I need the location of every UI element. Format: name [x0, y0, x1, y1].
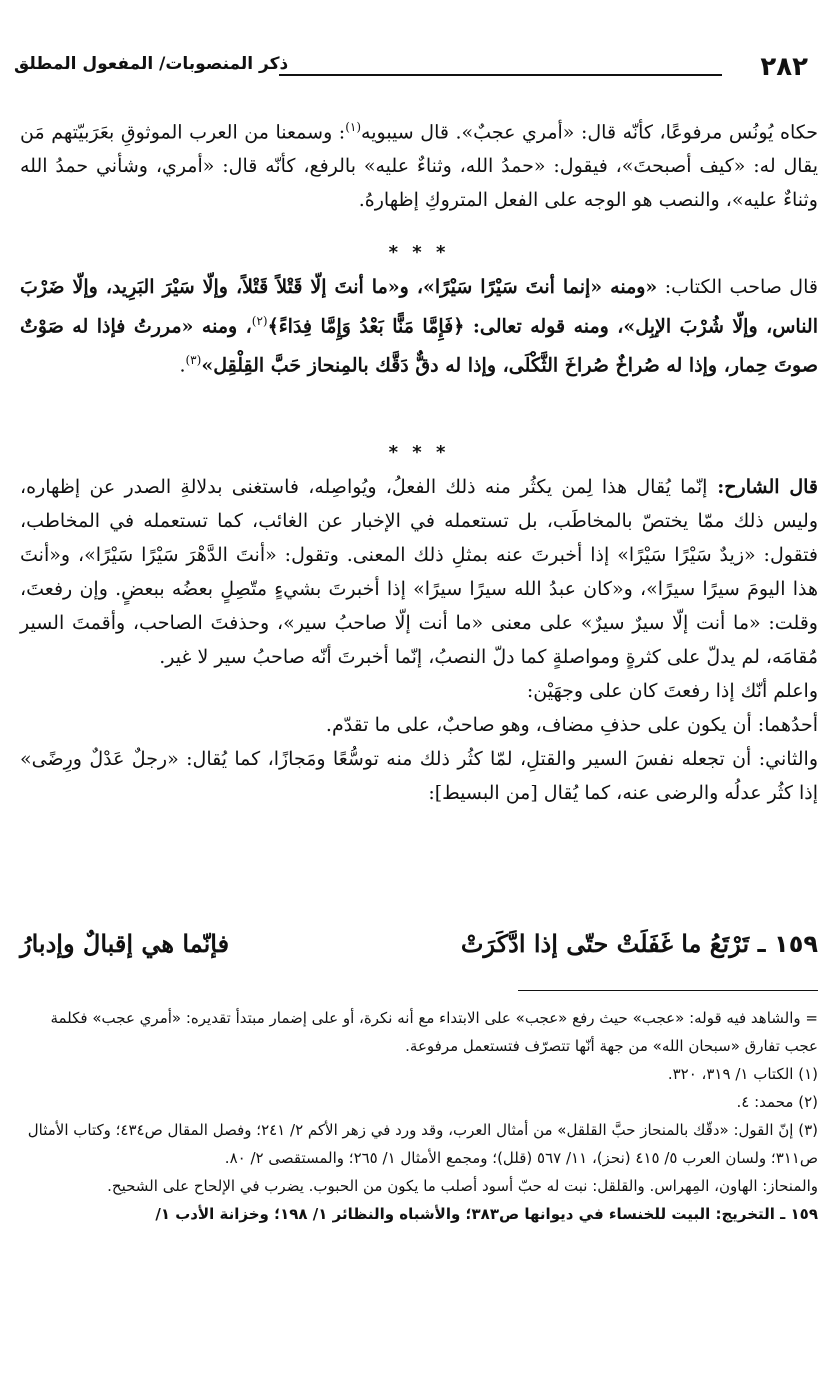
footnotes [20, 1004, 818, 1228]
verse-number: ١٥٩ ـ [757, 929, 818, 958]
commentator-label: قال الشارح: [707, 476, 818, 498]
footnote-2: (٢) محمد: ٤. [736, 1093, 818, 1111]
para2-intro: قال صاحب الكتاب: [657, 276, 818, 298]
para3-line-3: أحدُهما: أن يكون على حذفِ مضاف، وهو صاحبٌ، على ما تقدّم. [325, 714, 818, 736]
footnote-continuation: = والشاهد فيه قوله: «عجب» حيث رفع «عجب» على الابتداء مع أنه نكرة، أو على إضمار مبتدأ تقديره: «أمري عجب» فكلمة عجب تفارق «سبحان الله» من جهة أنّها تتصرّف فتستعمل مرفوعة. [50, 1009, 818, 1055]
section-separator-2: * * * [388, 442, 450, 463]
verse-hemistich-1: تَرْتَعُ ما غَفَلَتْ حتّى إذا ادَّكَرَتْ [460, 928, 750, 958]
verse-first-half [461, 929, 818, 958]
running-title: ذكر المنصوبات/ المفعول المطلق [14, 54, 289, 74]
para1-text-2: : وسمعنا من العرب الموثوقِ بعَرَبيّتهم مَن يقال له: «كيف أصبحتَ»، فيقول: «حمدُ الله، وثناءٌ عليه» بالرفع، كأنّه قال: «أمري، وشأني حمدُ الله وثناءٌ عليه»، والنصب هو الوجه على الفعل المتروكِ إظهارهُ. [20, 121, 818, 212]
para2-bold: «ومنه «إنما أنتَ سَيْرًا سَيْرًا»، و«ما أنتَ إلّا قَتْلاً قَتْلاً، وإلّا سَيْرَ البَرِيد، وإلّا ضَرْبَ الناس، وإلّا شُرْبَ الإبِل»، ومنه قوله تعالى: ﴿فَإِمَّا مَنًّا بَعْدُ وَإِمَّا فِدَاءً﴾ [20, 276, 819, 338]
footnote-1: (١) الكتاب ١/ ٣١٩، ٣٢٠. [667, 1065, 818, 1083]
section-separator-1: * * * [388, 242, 450, 263]
paragraph-1 [20, 110, 818, 217]
footnote-3-gloss: والمنحاز: الهاون، المِهراس. والقلقل: نبت له حبّ أسود أصلب ما يكون من الحبوب. يضرب في الإلحاح على الشحيح. [107, 1177, 818, 1195]
para3-line-2: واعلم أنّك إذا رفعتَ كان على وجهَيْن: [526, 680, 818, 702]
page-number: ٢٨٢ [760, 52, 808, 82]
paragraph-2 [20, 270, 818, 383]
para2-end: . [179, 354, 186, 377]
footnote-3: (٣) إنّ القول: «دقّك بالمنحاز حبَّ القلقل» من أمثال العرب، وقد ورد في زهر الأكم ٢/ ٢٤١؛ وفصل المقال ص٤٣٤؛ وكتاب الأمثال ص٣١١؛ ولسان العرب ٥/ ٤١٥ (نحز)، ١١/ ٥٦٧ (قلل)؛ ومجمع الأمثال ١/ ٢٦٥؛ والمستقصى ٢/ ٨٠. [27, 1121, 818, 1167]
para3-text: إنّما يُقال هذا لِمن يكثُر منه ذلك الفعلُ، ويُواصِله، فاستغنى بدلالةِ الصدر عن إظهاره، وليس ذلك ممّا يختصّ بالمخاطَب، بل تستعمله في الإخبار عن الغائب، كما تستعمله في المخاطب، فتقول: «زيدٌ سَيْرًا سَيْرًا» إذا أخبرتَ عنه بمثلِ ذلك المعنى. وتقول: «أنتَ الدَّهْرَ سَيْرًا سَيْرًا»، و«أنتَ هذا اليومَ سيرًا سيرًا»، و«كان عبدُ الله سيرًا سيرًا» إذا أخبرتَ بشيءٍ متّصِلٍ بعضُه ببعضٍ. وإن رفعتَ، وقلت: «ما أنت إلّا سيرٌ سيرٌ» على معنى «ما أنت إلّا صاحبُ سير»، وحذفتَ الصاحب، وأقمتَ السير مُقامَه، لم يدلّ على كثرةٍ ومواصلةٍ كما دلّ النصبُ، إنّما أخبرتَ أنّه صاحبُ سير لا غير. [20, 476, 818, 668]
footnote-rule [518, 990, 818, 991]
para1-text: حكاه يُونُس مرفوعًا، كأنّه قال: «أمري عجبٌ». قال سيبويه [361, 121, 818, 144]
footnote-ref-2: (٢) [251, 314, 268, 328]
header-rule [279, 74, 722, 76]
footnote-ref-1: (١) [345, 120, 362, 134]
paragraph-3 [20, 470, 818, 810]
footnote-ref-3: (٣) [185, 353, 202, 368]
poetry-verse [20, 918, 818, 968]
page-header [14, 44, 808, 90]
para2-bold-2: ، ومنه «مررتُ فإذا له صَوْتٌ صوتَ حِمار، وإذا له صُراخٌ صُراخَ الثَّكْلَى، وإذا له دقٌّ دَقَّك بالمِنحاز حَبَّ القِلْقِل» [20, 315, 818, 377]
footnote-takhrij: ١٥٩ ـ التخريج: البيت للخنساء في ديوانها ص٣٨٣؛ والأشباه والنظائر ١/ ١٩٨؛ وخزانة الأدب ١/ [155, 1205, 818, 1223]
para3-line-4: والثاني: أن تجعله نفسَ السير والقتلِ، لمّا كثُر ذلك منه توسُّعًا ومَجازًا، كما يُقال: «رجلٌ عَدْلٌ ورِضًى» إذا كثُر عدلُه والرضى عنه، كما يُقال [من البسيط]: [20, 748, 818, 804]
verse-hemistich-2: فإنّما هي إقبالٌ وإدبارُ [20, 928, 230, 958]
